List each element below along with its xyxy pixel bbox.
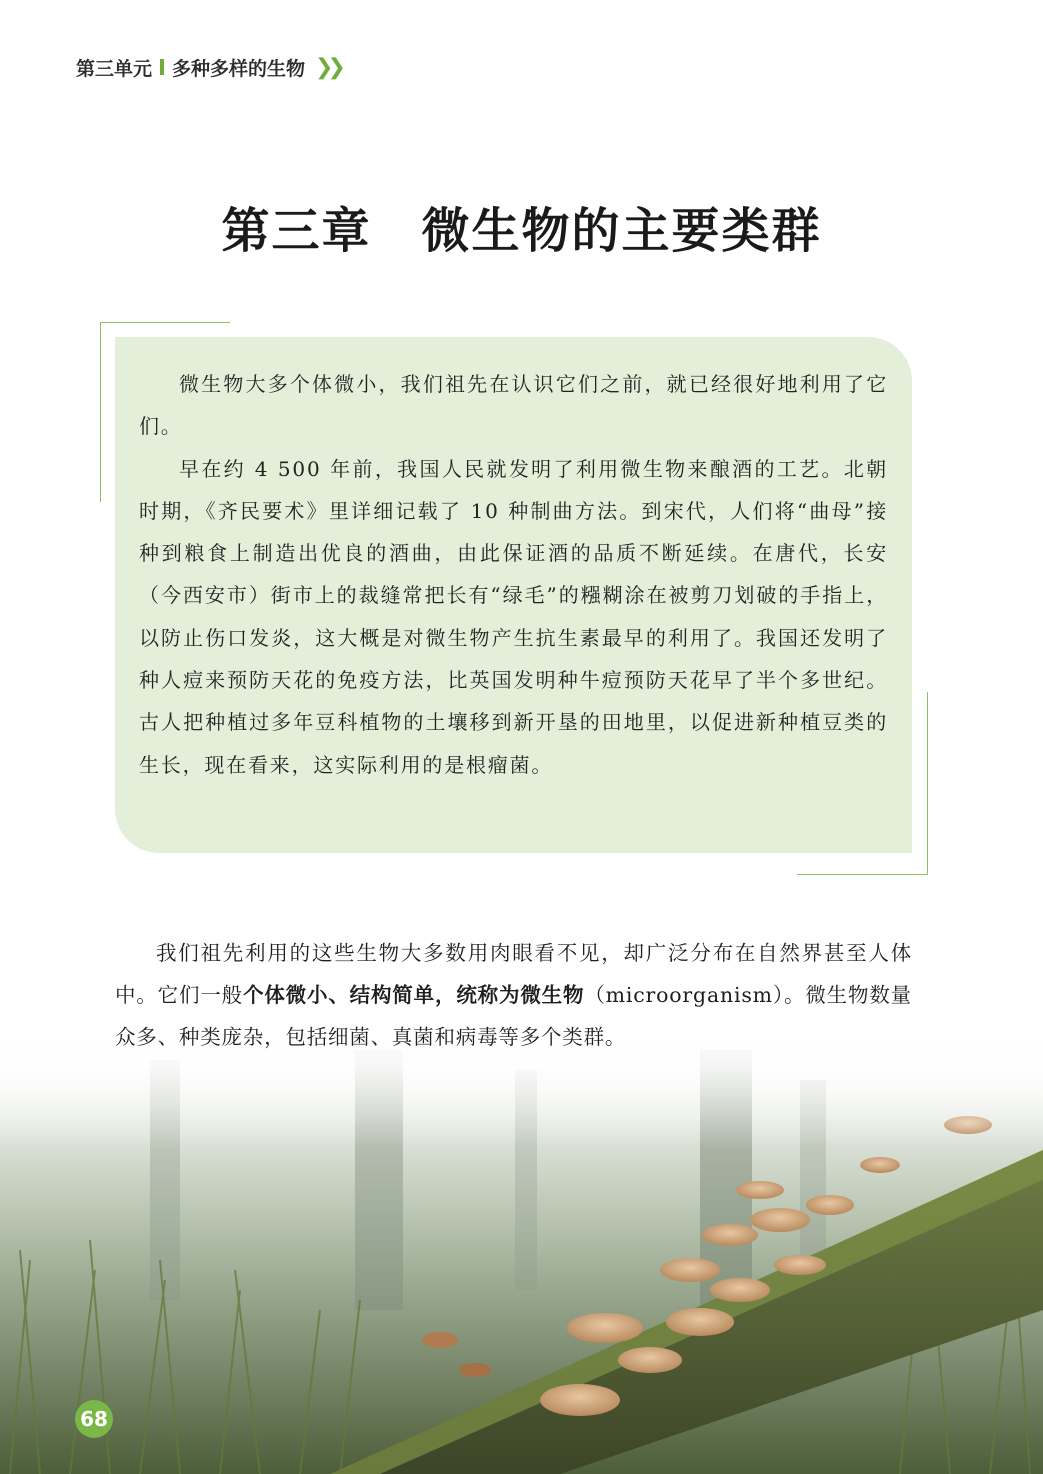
double-chevron-icon: ❯❯: [315, 54, 340, 80]
corner-line-bottom-right-h: [797, 874, 928, 875]
running-header: [76, 54, 340, 80]
corner-line-top-left-h: [100, 322, 230, 323]
page-number: 68: [75, 1400, 113, 1438]
corner-line-top-left-v: [100, 322, 101, 502]
intro-paragraph-2: 早在约 4 500 年前，我国人民就发明了利用微生物来酿酒的工艺。北朝时期，《齐民要术》里详细记载了 10 种制曲方法。到宋代，人们将“曲母”接种到粮食上制造出优良的酒曲，由此保证酒的品质不断延续。在唐代，长安（今西安市）街市上的裁缝常把长有“绿毛”的糨糊涂在被剪刀划破的手指上，以防止伤口发炎，这大概是对微生物产生抗生素最早的利用了。我国还发明了种人痘来预防天花的免疫方法，比英国发明种牛痘预防天花早了半个多世纪。古人把种植过多年豆科植物的土壤移到新开垦的田地里，以促进新种植豆类的生长，现在看来，这实际利用的是根瘤菌。: [139, 456, 888, 777]
intro-paragraph-1: 微生物大多个体微小，我们祖先在认识它们之前，就已经很好地利用了它们。: [139, 372, 888, 439]
bold-definition: 个体微小、结构简单，统称为微生物: [243, 983, 585, 1007]
unit-label: 第三单元: [76, 57, 153, 80]
main-text-part-1: 我们祖先利用的这些生物大多数用肉眼看不见，却广泛分布在自然界甚至人体中。它们一般: [115, 941, 912, 1007]
main-paragraph: [115, 932, 912, 1058]
corner-line-bottom-right-v: [927, 692, 928, 875]
header-separator: [160, 59, 164, 75]
main-text-part-2: （microorganism）。微生物数量众多、种类庞杂，包括细菌、真菌和病毒等多个类群。: [115, 983, 912, 1049]
chapter-title: 第三章 微生物的主要类群: [221, 203, 822, 259]
main-text: [115, 932, 912, 1058]
unit-title: 多种多样的生物: [172, 57, 306, 80]
forest-mushroom-photo: [0, 1010, 1043, 1474]
intro-box: [115, 337, 912, 853]
